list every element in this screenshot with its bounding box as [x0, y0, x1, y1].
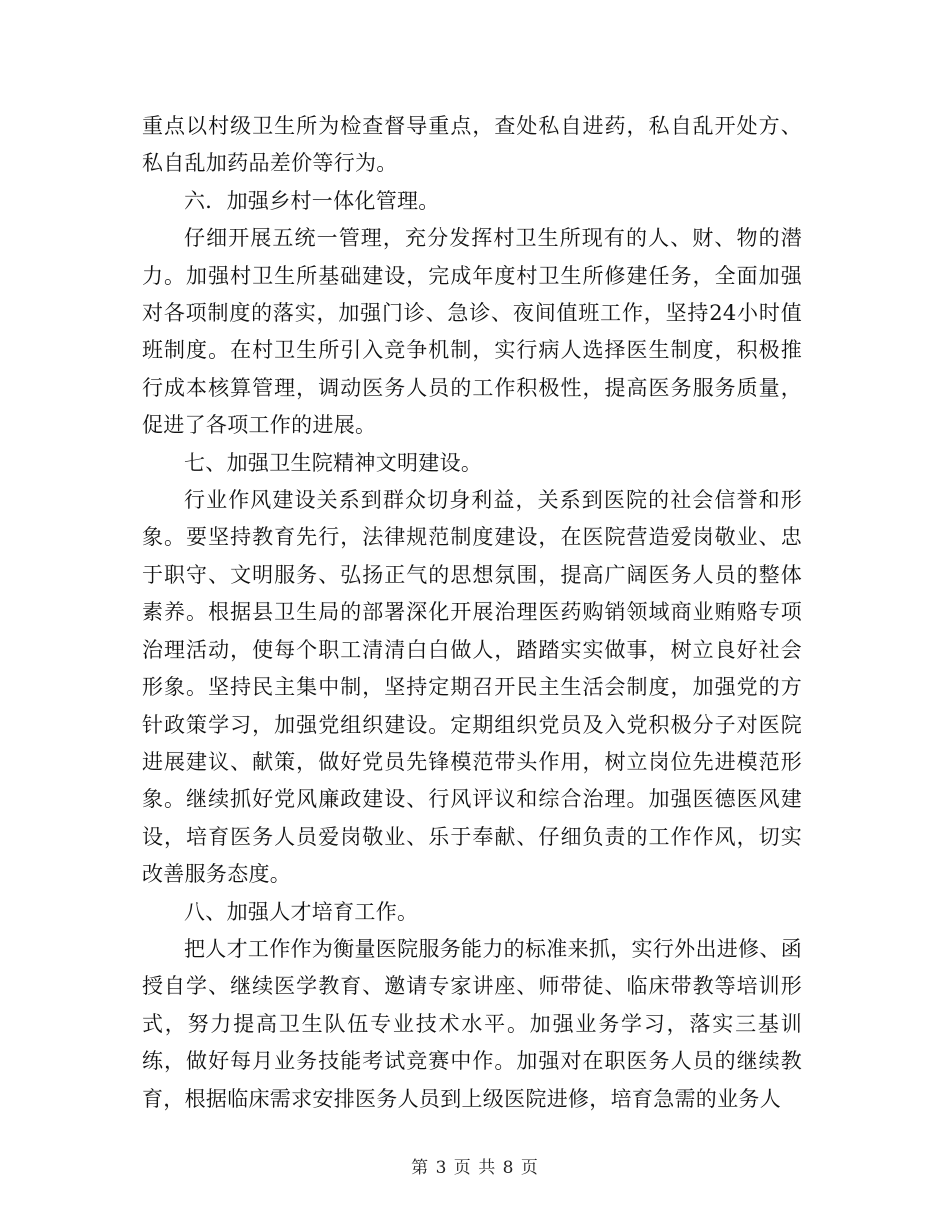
document-body: [142, 108, 802, 1118]
section-heading-8: 八、加强人才培育工作。: [184, 899, 419, 924]
section-heading-7: 七、加强卫生院精神文明建设。: [184, 450, 483, 475]
paragraph-3: 仔细开展五统一管理，充分发挥村卫生所现有的人、财、物的潜力。加强村卫生所基础建设，完成年度村卫生所修建任务，全面加强对各项制度的落实，加强门诊、急诊、夜间值班工作，坚持24小时值班制度。在村卫生所引入竞争机制，实行病人选择医生制度，积极推行成本核算管理，调动医务人员的工作积极性，提高医务服务质量，促进了各项工作的进展。: [142, 226, 802, 438]
paragraph-5: 行业作风建设关系到群众切身利益，关系到医院的社会信誉和形象。要坚持教育先行，法律规范制度建设，在医院营造爱岗敬业、忠于职守、文明服务、弘扬正气的思想氛围，提高广阔医务人员的整体素养。根据县卫生局的部署深化开展治理医药购销领域商业贿赂专项治理活动，使每个职工清清白白做人，踏踏实实做事，树立良好社会形象。坚持民主集中制，坚持定期召开民主生活会制度，加强党的方针政策学习，加强党组织建设。定期组织党员及入党积极分子对医院进展建议、献策，做好党员先锋模范带头作用，树立岗位先进模范形象。继续抓好党风廉政建设、行风评议和综合治理。加强医德医风建设，培育医务人员爱岗敬业、乐于奉献、仔细负责的工作作风，切实改善服务态度。: [142, 488, 802, 887]
paragraph-7: 把人才工作作为衡量医院服务能力的标准来抓，实行外出进修、函授自学、继续医学教育、邀请专家讲座、师带徒、临床带教等培训形式，努力提高卫生队伍专业技术水平。加强业务学习，落实三基训练，做好每月业务技能考试竞赛中作。加强对在职医务人员的继续教育，根据临床需求安排医务人员到上级医院进修，培育急需的业务人: [142, 936, 802, 1111]
section-heading-6: 六．加强乡村一体化管理。: [184, 188, 440, 213]
paragraph-1: 重点以村级卫生所为检查督导重点，查处私自进药，私自乱开处方、私自乱加药品差价等行为。: [142, 114, 802, 176]
page-number-footer: 第 3 页 共 8 页: [411, 1158, 539, 1178]
